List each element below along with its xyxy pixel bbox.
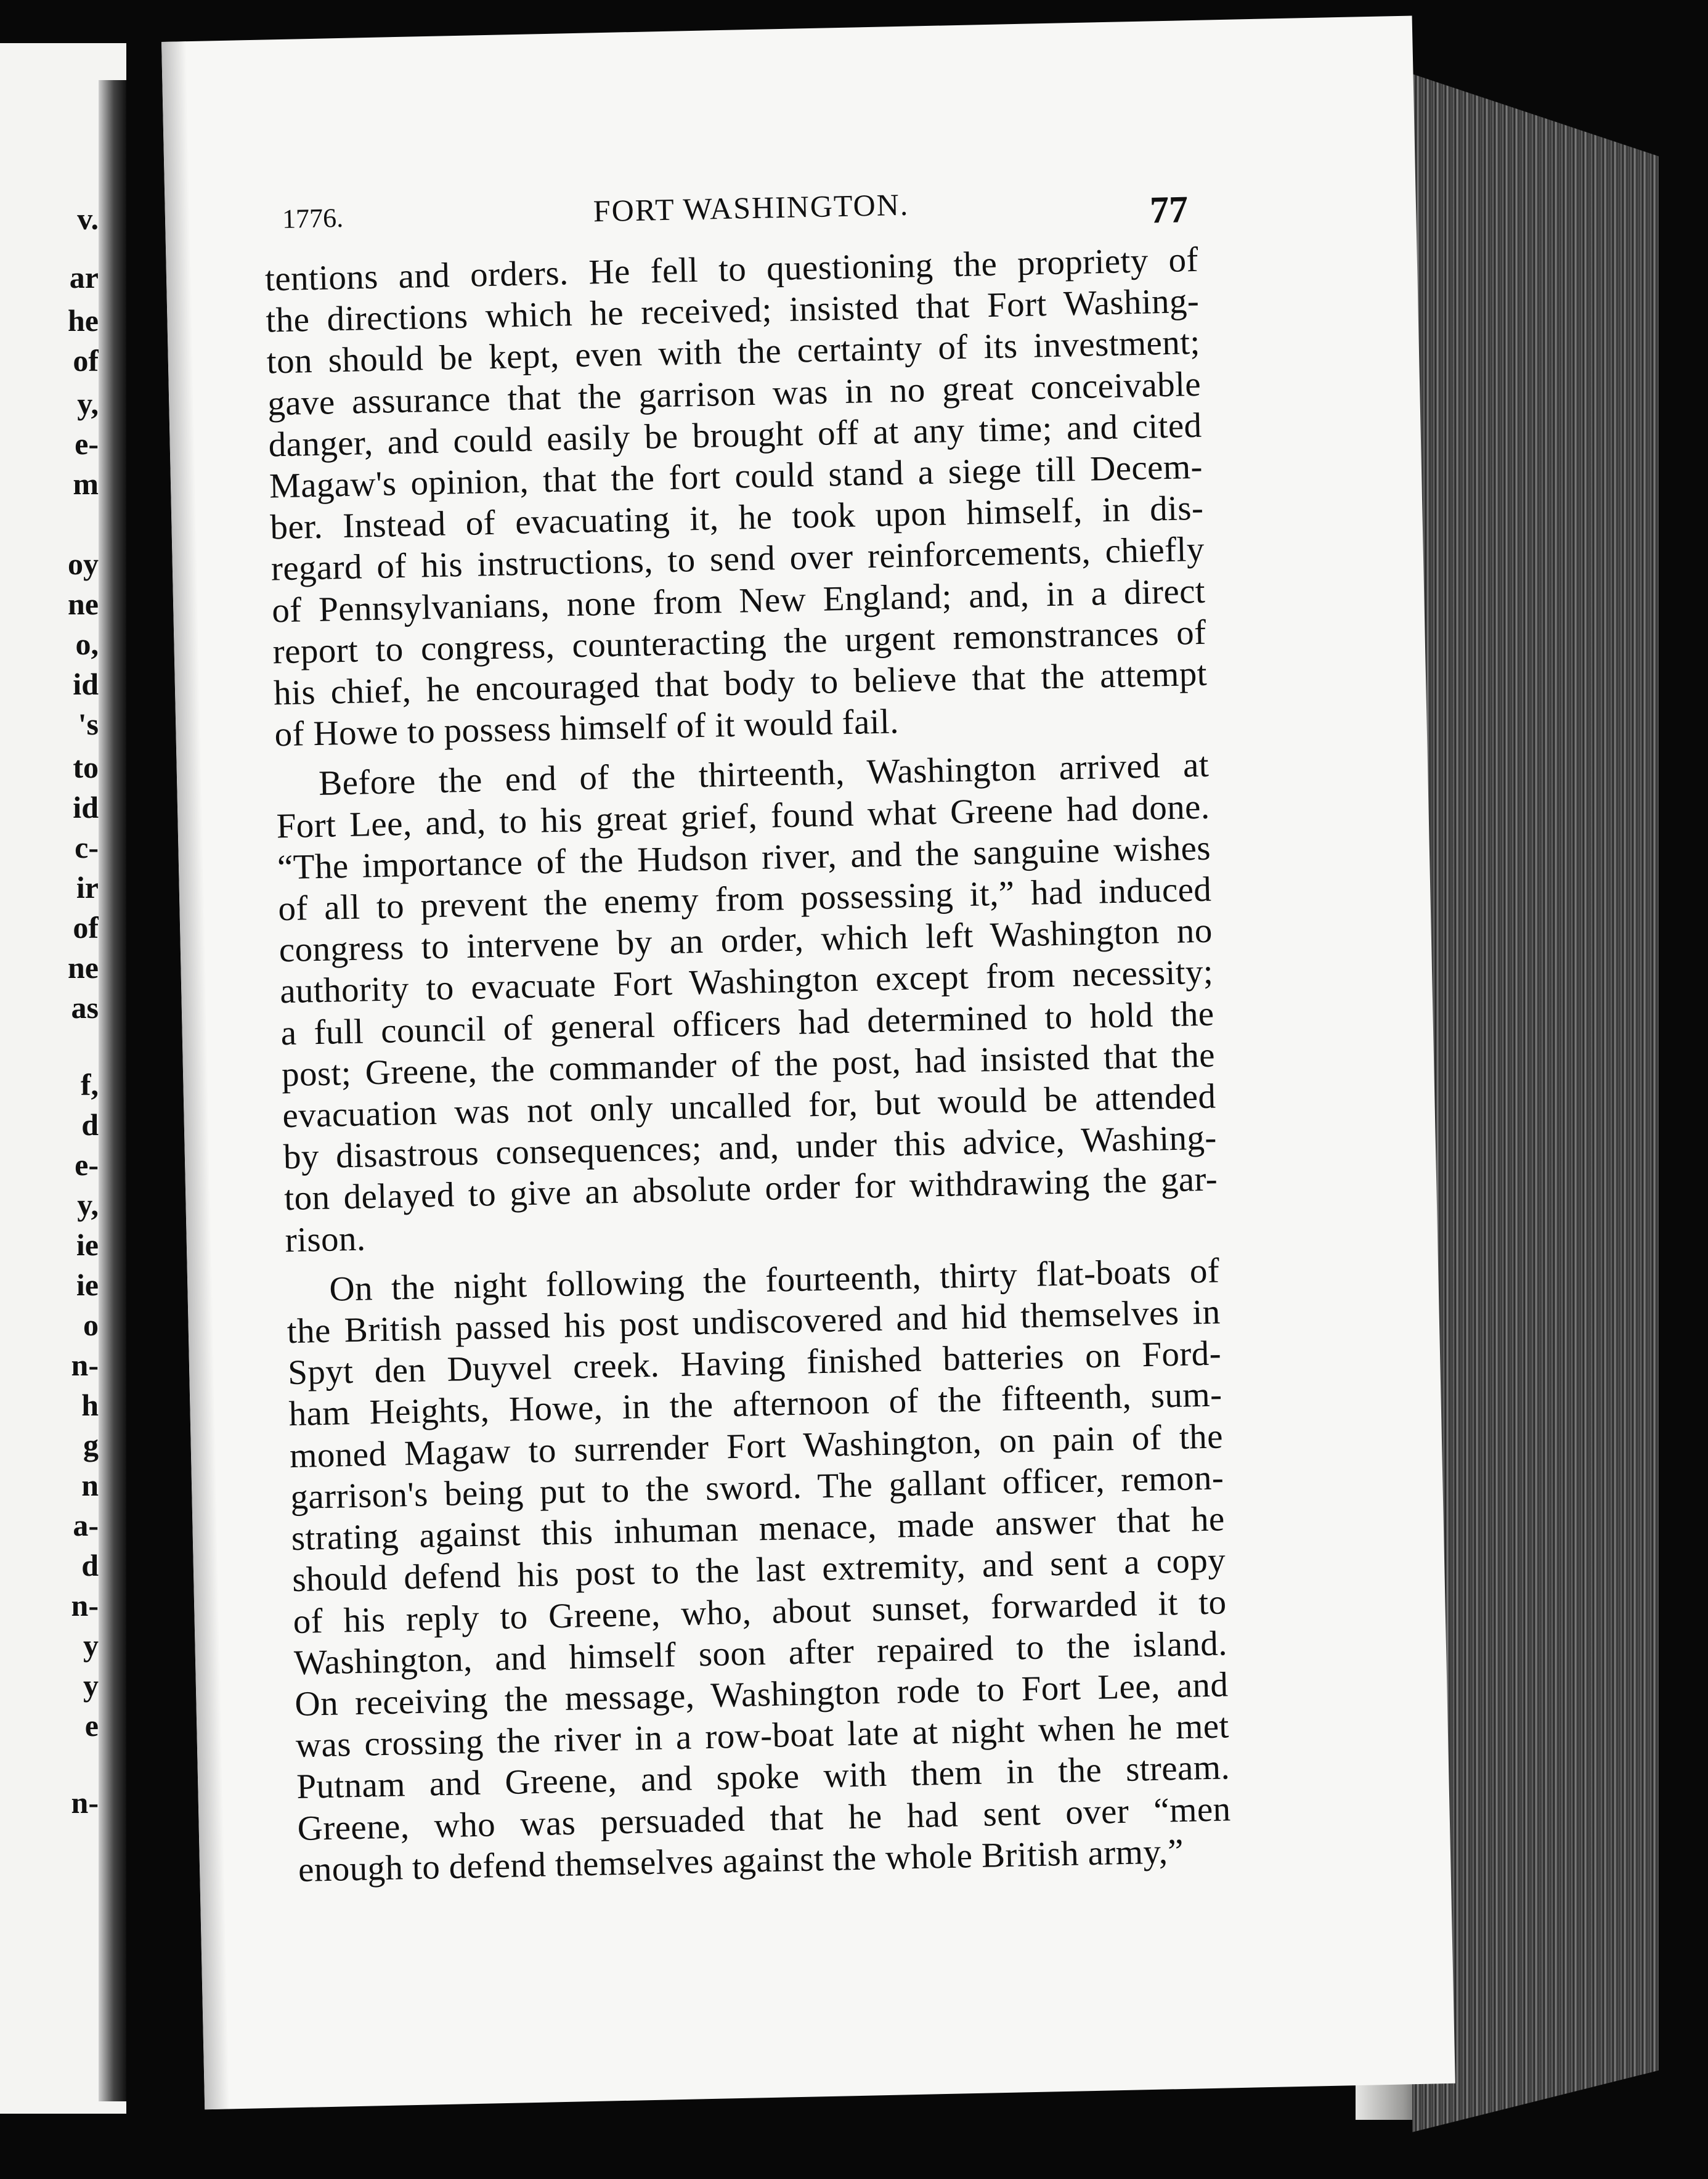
text-line: his chief, he encouraged that body to believe that the attempt bbox=[273, 654, 1208, 713]
page-number: 77 bbox=[1149, 189, 1189, 232]
previous-page-fragment: ne bbox=[68, 950, 99, 985]
text-line: post; Greene, the commander of the post, had insisted that the bbox=[281, 1035, 1216, 1094]
text-line: of all to prevent the enemy from possessing it,” had induced bbox=[277, 870, 1212, 929]
paragraph bbox=[275, 744, 1219, 1261]
text-line: regard of his instructions, to send over reinforcements, chiefly bbox=[270, 530, 1205, 589]
text-line: evacuation was not only uncalled for, but would be attended bbox=[282, 1077, 1216, 1136]
previous-page-fragment: y bbox=[83, 1668, 99, 1703]
text-line: Greene, who was persuaded that he had sent over “men bbox=[297, 1789, 1232, 1848]
previous-page-fragment: g bbox=[83, 1428, 99, 1462]
previous-page-fragment: e- bbox=[75, 1147, 99, 1182]
text-line: congress to intervene by an order, which left Washington no bbox=[279, 911, 1213, 970]
text-line: On receiving the message, Washington rode to Fort Lee, and bbox=[294, 1665, 1229, 1724]
paragraph bbox=[286, 1250, 1232, 1891]
previous-page-fragment: id bbox=[73, 790, 99, 825]
previous-page-fragment: ne bbox=[68, 587, 99, 621]
previous-page-fragment: d bbox=[81, 1107, 99, 1142]
text-line: ber. Instead of evacuating it, he took upon himself, in dis- bbox=[269, 488, 1204, 547]
previous-page-fragment: n- bbox=[71, 1348, 99, 1382]
text-line: tentions and orders. He fell to questioning the propriety of bbox=[264, 240, 1199, 299]
text-line: the British passed his post undiscovered and hid themselves in bbox=[287, 1292, 1221, 1351]
text-line: moned Magaw to surrender Fort Washington, on pain of the bbox=[289, 1417, 1224, 1475]
text-line: a full council of general officers had determined to hold the bbox=[280, 994, 1215, 1053]
previous-page-fragment: n- bbox=[71, 1588, 99, 1623]
previous-page-fragment: n- bbox=[71, 1785, 99, 1820]
previous-page-fragment: ar bbox=[69, 260, 99, 295]
text-line: was crossing the river in a row-boat late at night when he met bbox=[295, 1706, 1230, 1766]
text-line: garrison's being put to the sword. The gallant officer, remon- bbox=[290, 1458, 1224, 1517]
previous-page-fragment: ie bbox=[76, 1228, 99, 1262]
header-year: 1776. bbox=[282, 202, 344, 234]
previous-page-fragment: d bbox=[81, 1548, 99, 1582]
text-line: On the night following the fourteenth, thirty flat-boats of bbox=[328, 1251, 1220, 1309]
body-text bbox=[264, 239, 1232, 1891]
previous-page-fragment: of bbox=[73, 343, 99, 378]
text-line: “The importance of the Hudson river, and the sanguine wishes bbox=[277, 828, 1211, 887]
previous-page-fragment: m bbox=[73, 466, 99, 501]
book-gutter bbox=[99, 80, 126, 2101]
previous-page-fragment: o bbox=[83, 1308, 99, 1342]
text-line: rison. bbox=[285, 1219, 367, 1260]
text-line: enough to defend themselves against the whole British army,” bbox=[298, 1831, 1184, 1889]
text-line: Washington, and himself soon after repaired to the island. bbox=[293, 1624, 1228, 1682]
page-inner-shadow bbox=[161, 41, 229, 2109]
text-line: ton should be kept, even with the certainty of its investment; bbox=[266, 323, 1201, 381]
text-line: Putnam and Greene, and spoke with them in the stream. bbox=[296, 1748, 1230, 1807]
text-line: of Howe to possess himself of it would fail. bbox=[274, 702, 900, 754]
previous-page-fragment: v. bbox=[77, 202, 99, 236]
previous-page-fragment: e bbox=[84, 1708, 99, 1743]
previous-page-fragment: id bbox=[73, 667, 99, 701]
text-line: report to congress, counteracting the urgent remonstrances of bbox=[272, 613, 1207, 672]
previous-page-fragment: ie bbox=[76, 1268, 99, 1302]
previous-page-fragment: n bbox=[81, 1468, 99, 1502]
previous-page-strip bbox=[0, 43, 126, 2114]
text-line: ham Heights, Howe, in the afternoon of the fifteenth, sum- bbox=[288, 1375, 1223, 1434]
text-line: the directions which he received; insisted that Fort Washing- bbox=[265, 282, 1200, 340]
text-line: should defend his post to the last extremity, and sent a copy bbox=[291, 1541, 1226, 1600]
previous-page-fragment: y, bbox=[77, 386, 99, 421]
text-line: Fort Lee, and, to his great grief, found what Greene had done. bbox=[276, 787, 1211, 846]
previous-page-fragment: 's bbox=[78, 707, 99, 741]
text-line: authority to evacuate Fort Washington except from necessity; bbox=[279, 953, 1214, 1011]
previous-page-fragment: to bbox=[73, 750, 99, 784]
previous-page-fragment: c- bbox=[75, 830, 99, 865]
text-line: by disastrous consequences; and, under this advice, Washing- bbox=[283, 1118, 1218, 1177]
text-line: Spyt den Duyvel creek. Having finished batteries on Ford- bbox=[287, 1334, 1222, 1393]
previous-page-fragment: e- bbox=[75, 426, 99, 461]
previous-page-fragment: oy bbox=[68, 547, 99, 581]
text-line: strating against this inhuman menace, made answer that he bbox=[291, 1499, 1226, 1558]
previous-page-fragment: f, bbox=[80, 1067, 99, 1102]
paragraph bbox=[264, 239, 1208, 756]
previous-page-fragment: he bbox=[68, 303, 99, 338]
previous-page-fragment: h bbox=[81, 1388, 99, 1422]
text-line: of Pennsylvanians, none from New England; and, in a direct bbox=[271, 571, 1206, 630]
previous-page-fragment: of bbox=[73, 910, 99, 945]
text-line: danger, and could easily be brought off at any time; and cited bbox=[268, 405, 1203, 465]
text-line: Magaw's opinion, that the fort could stand a siege till Decem- bbox=[269, 447, 1203, 506]
previous-page-fragment: as bbox=[71, 990, 99, 1025]
previous-page-fragment: y, bbox=[77, 1187, 99, 1222]
previous-page-fragment: ir bbox=[76, 870, 99, 905]
book-page bbox=[161, 15, 1455, 2109]
text-line: Before the end of the thirteenth, Washington arrived at bbox=[318, 746, 1210, 804]
previous-page-fragment: y bbox=[83, 1628, 99, 1663]
header-title: FORT WASHINGTON. bbox=[593, 187, 909, 229]
text-line: of his reply to Greene, who, about sunset, forwarded it to bbox=[293, 1582, 1227, 1641]
text-line: ton delayed to give an absolute order for withdrawing the gar- bbox=[283, 1159, 1218, 1218]
previous-page-fragment: a- bbox=[73, 1508, 99, 1542]
running-head bbox=[282, 174, 1188, 237]
previous-page-fragment: o, bbox=[75, 627, 99, 661]
text-line: gave assurance that the garrison was in no great conceivable bbox=[267, 364, 1202, 423]
